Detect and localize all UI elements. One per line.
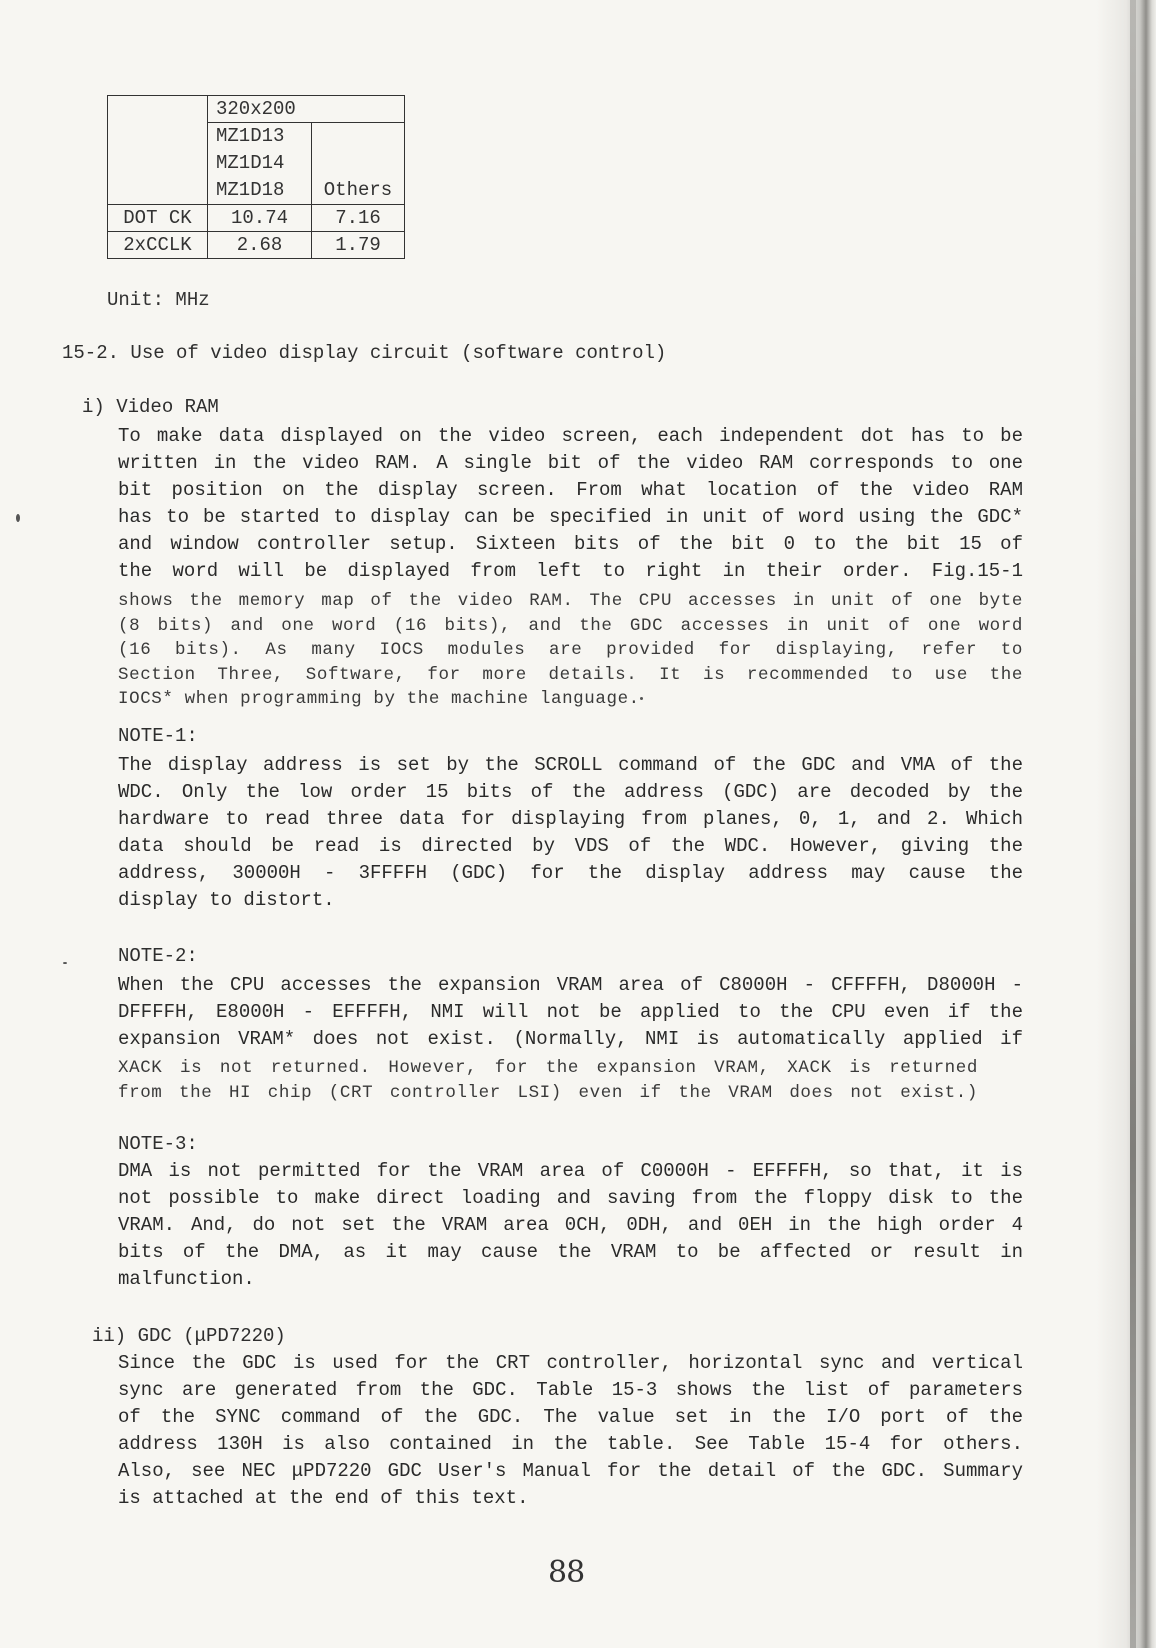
scan-speck [16, 514, 20, 522]
paragraph-line: the word will be displayed from left to right in their order. Fig.15-1 [118, 560, 1023, 582]
cell-mz-value: 2.68 [208, 232, 312, 259]
paragraph-line: DFFFFH, E8000H - EFFFFH, NMI will not be applied to the CPU even if the [118, 1001, 1023, 1023]
paragraph-line: from the HI chip (CRT controller LSI) even if the VRAM does not exist.) [118, 1082, 978, 1103]
cell-others-value: 7.16 [312, 205, 405, 232]
paragraph-line: display to distort. [118, 889, 335, 911]
unit-label: Unit: MHz [107, 289, 210, 311]
paragraph-line: When the CPU accesses the expansion VRAM area of C8000H - CFFFFH, D8000H - [118, 974, 1023, 996]
note-3-paragraph [118, 1158, 1023, 1293]
paragraph-line: address 130H is also contained in the table. See Table 15-4 for others. [118, 1433, 1023, 1455]
paragraph-line: (16 bits). As many IOCS modules are provided for displaying, refer to [118, 640, 1023, 660]
paragraph-line: data should be read is directed by VDS of the WDC. However, giving the [118, 835, 1023, 857]
table-header-models [208, 123, 312, 205]
note-2-paragraph [118, 972, 1023, 1105]
table-header-others: Others [312, 123, 405, 205]
paragraph-line: WDC. Only the low order 15 bits of the address (GDC) are decoded by the [118, 781, 1023, 803]
paragraph-line: written in the video RAM. A single bit of the video RAM corresponds to one [118, 452, 1023, 474]
gdc-paragraph [118, 1350, 1023, 1512]
paragraph-line: sync are generated from the GDC. Table 15-3 shows the list of parameters [118, 1379, 1023, 1401]
paragraph-line: and window controller setup. Sixteen bits of the bit 0 to the bit 15 of [118, 533, 1023, 555]
page-number: 88 [548, 1555, 585, 1590]
scan-speck [63, 962, 67, 964]
paragraph-line: IOCS* when programming by the machine language. [118, 689, 640, 709]
model-name: MZ1D14 [216, 152, 285, 174]
paragraph-line: is attached at the end of this text. [118, 1487, 529, 1509]
cell-others-value: 1.79 [312, 232, 405, 259]
row-label: DOT CK [108, 205, 208, 232]
paragraph-line: malfunction. [118, 1268, 255, 1290]
note-3-title: NOTE-3: [118, 1133, 198, 1155]
scan-speck [640, 697, 643, 700]
page-edge-shadow [1096, 0, 1156, 1648]
subsection-title-video-ram: i) Video RAM [82, 396, 219, 418]
paragraph-line: Section Three, Software, for more details. It is recommended to use the [118, 664, 1023, 685]
paragraph-line: Since the GDC is used for the CRT controller, horizontal sync and vertical [118, 1352, 1023, 1374]
paragraph-line: VRAM. And, do not set the VRAM area 0CH, 0DH, and 0EH in the high order 4 [118, 1214, 1023, 1236]
table-header-resolution: 320x200 [208, 96, 405, 123]
paragraph-line: of the SYNC command of the GDC. The value set in the I/O port of the [118, 1406, 1023, 1428]
paragraph-line: bits of the DMA, as it may cause the VRAM to be affected or result in [118, 1241, 1023, 1263]
note-2-title: NOTE-2: [118, 945, 198, 967]
paragraph-line: The display address is set by the SCROLL command of the GDC and VMA of the [118, 754, 1023, 776]
note-1-paragraph [118, 752, 1023, 914]
row-label: 2xCCLK [108, 232, 208, 259]
section-heading: 15-2. Use of video display circuit (software control) [62, 342, 667, 364]
cell-mz-value: 10.74 [208, 205, 312, 232]
model-name: MZ1D18 [216, 179, 285, 201]
video-ram-paragraph [118, 423, 1023, 712]
paragraph-line: expansion VRAM* does not exist. (Normally, NMI is automatically applied if [118, 1028, 1023, 1050]
page-binding-line [1130, 0, 1136, 1648]
paragraph-line: XACK is not returned. However, for the expansion VRAM, XACK is returned [118, 1058, 978, 1078]
note-1-title: NOTE-1: [118, 725, 198, 747]
subsection-title-gdc: ii) GDC (μPD7220) [92, 1325, 286, 1347]
paragraph-line: DMA is not permitted for the VRAM area of C0000H - EFFFFH, so that, it is [118, 1160, 1023, 1182]
table-row [108, 205, 405, 232]
paragraph-line: To make data displayed on the video screen, each independent dot has to be [118, 425, 1023, 447]
table-row [108, 232, 405, 259]
paragraph-line: Also, see NEC μPD7220 GDC User's Manual for the detail of the GDC. Summary [118, 1460, 1023, 1482]
paragraph-line: address, 30000H - 3FFFFH (GDC) for the display address may cause the [118, 862, 1023, 884]
paragraph-line: shows the memory map of the video RAM. The CPU accesses in unit of one byte [118, 591, 1023, 611]
model-name: MZ1D13 [216, 125, 285, 147]
paragraph-line: not possible to make direct loading and saving from the floppy disk to the [118, 1187, 1023, 1209]
paragraph-line: hardware to read three data for displaying from planes, 0, 1, and 2. Which [118, 808, 1023, 830]
paragraph-line: bit position on the display screen. From what location of the video RAM [118, 479, 1023, 501]
table-corner-cell [108, 96, 208, 205]
paragraph-line: (8 bits) and one word (16 bits), and the GDC accesses in unit of one word [118, 615, 1023, 636]
paragraph-line: has to be started to display can be specified in unit of word using the GDC* [118, 506, 1023, 528]
clock-frequency-table [107, 95, 405, 259]
